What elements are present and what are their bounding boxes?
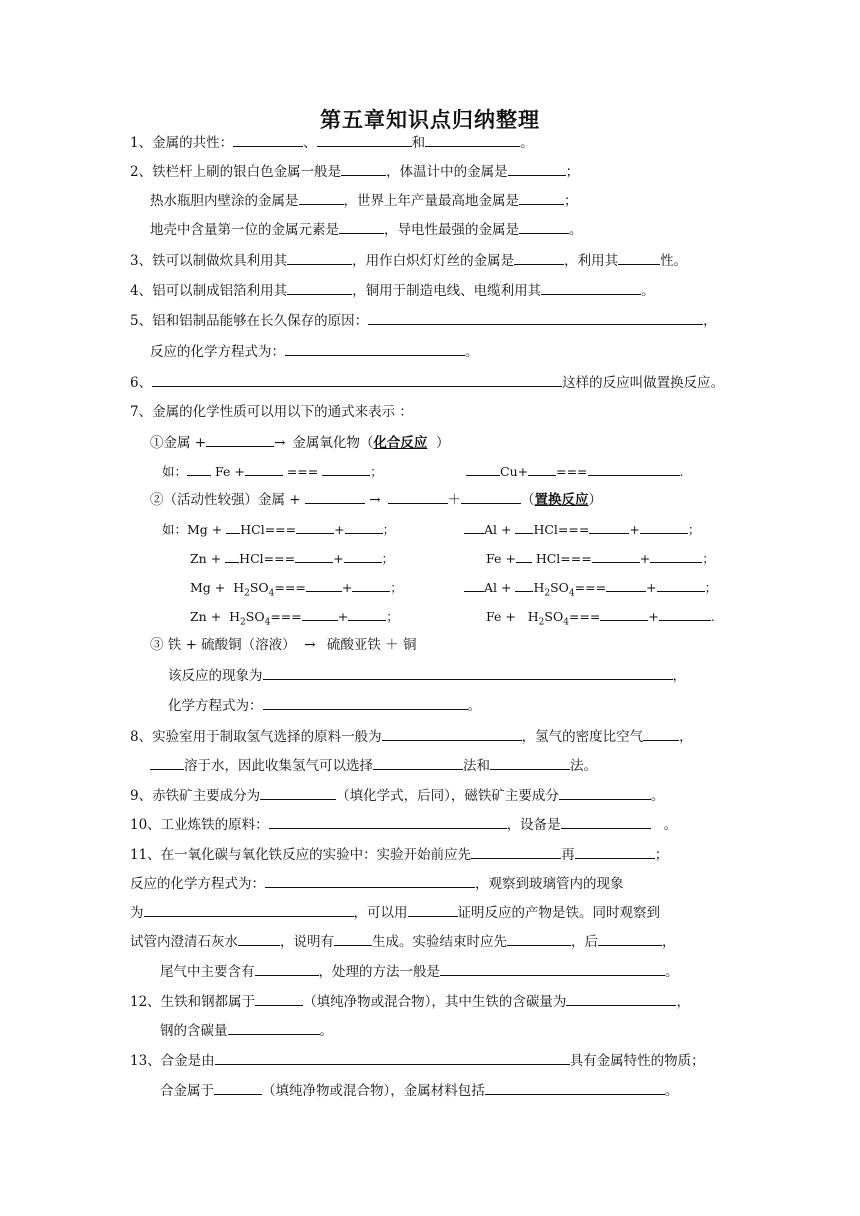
blank — [516, 549, 532, 563]
q7-text: Zn + — [190, 551, 222, 566]
blank — [461, 490, 521, 504]
q11-text: 证明反应的产物是铁。同时观察到 — [457, 905, 660, 921]
q7-text: HCl=== — [239, 551, 296, 566]
blank — [245, 462, 283, 476]
q7-text: ②（活动性较强）金属 + — [150, 492, 301, 508]
blank — [388, 490, 448, 504]
q7-text: Al + — [484, 580, 512, 595]
q3-text: 性。 — [660, 253, 688, 269]
q7-text: Al + — [484, 522, 512, 537]
q13-text: 13、合金是由 — [130, 1053, 215, 1069]
blank — [515, 578, 533, 592]
q7-text: SO — [544, 609, 564, 624]
q5-text: 反应的化学方程式为： — [150, 344, 285, 360]
q7-text: ； — [381, 551, 395, 566]
q7-text: + — [337, 609, 349, 624]
q7-text: ①金属 + — [150, 435, 207, 451]
blank — [150, 756, 184, 770]
question-2-line-2 — [150, 191, 578, 210]
q7-text: 硫酸亚铁 ＋ 铜 — [326, 637, 417, 653]
q13-text: 具有金属特性的物质； — [569, 1053, 705, 1069]
question-7-intro — [130, 403, 413, 421]
q7-text: + — [639, 551, 651, 566]
blank — [228, 1021, 320, 1035]
q7-text: HCl=== — [240, 522, 297, 537]
q7-text: 4 — [568, 588, 575, 599]
blank — [238, 932, 280, 946]
blank — [287, 281, 352, 295]
question-6 — [130, 373, 724, 392]
q7-text: H — [527, 609, 539, 624]
q7-text: ； — [382, 522, 396, 537]
q11-text: 再 — [561, 847, 575, 863]
q4-text: 4、铝可以制成铝箔利用其 — [130, 283, 288, 299]
question-10 — [130, 815, 677, 834]
question-11-line-4 — [130, 932, 676, 951]
q7-acid-row-1-left — [162, 520, 395, 539]
blank — [659, 607, 711, 621]
q7-text: + — [648, 609, 659, 624]
q7-text: 4 — [264, 617, 271, 628]
question-2-line-1 — [130, 162, 579, 181]
question-4 — [130, 281, 655, 300]
question-1 — [130, 133, 534, 152]
q12-text: 钢的含碳量 — [160, 1023, 228, 1039]
q7-text: ； — [687, 522, 701, 537]
q7-text: 2 — [244, 588, 250, 599]
blank — [575, 845, 655, 859]
q7-text: 7、金属的化学性质可以用以下的通式来表示 ： — [130, 404, 413, 420]
q8-text: 法和 — [463, 758, 490, 774]
blank — [657, 578, 705, 592]
blank — [519, 191, 564, 205]
q7-text: Zn + — [190, 609, 222, 624]
q2-text: 地壳中含量第一位的金属元素是 — [150, 222, 339, 238]
q7-acid-row-4-left — [190, 607, 399, 632]
q7-text: 4 — [563, 617, 569, 628]
blank — [592, 549, 640, 563]
blank — [559, 786, 651, 800]
q2-text: ，导电性最强的金属是 — [384, 222, 519, 238]
q2-text: ，体温计中的金属是 — [386, 164, 508, 180]
question-8-line-2 — [150, 756, 597, 775]
q7-text: 如： — [162, 464, 188, 479]
blank — [618, 251, 660, 265]
blank — [299, 191, 344, 205]
blank — [368, 311, 703, 325]
blank — [339, 220, 384, 234]
q11-text: 试管内澄清石灰水 — [130, 934, 238, 950]
q7-text: 金属氧化物（ — [292, 435, 374, 451]
q3-text: 3、铁可以制做炊具利用其 — [130, 253, 288, 269]
q6-text: 这样的反应叫做置换反应。 — [562, 375, 725, 391]
q7-text: Cu+ — [500, 464, 529, 479]
q7-text: ； — [704, 580, 718, 595]
q7-text: ； — [390, 580, 403, 595]
q12-text: ， — [676, 994, 690, 1010]
q8-text: 法。 — [570, 758, 597, 774]
q1-text: 和 — [411, 135, 426, 151]
blank — [226, 520, 240, 534]
q9-text: 9、赤铁矿主要成分为 — [130, 788, 261, 804]
blank — [425, 133, 520, 147]
q11-text: ； — [654, 847, 669, 863]
q7-text: === — [556, 464, 588, 479]
blank — [322, 462, 370, 476]
q7-text: HCl=== — [533, 522, 590, 537]
blank — [306, 578, 342, 592]
blank — [408, 903, 458, 917]
reaction-type-label: 置换反应 — [534, 492, 589, 508]
q7-text: ＋ — [447, 492, 461, 508]
q7-text: . — [679, 464, 684, 479]
blank — [508, 162, 566, 176]
blank — [588, 462, 680, 476]
q7-text: ③ 铁 + 硫酸铜（溶液） — [150, 637, 296, 653]
q7-text: 如：Mg + — [162, 522, 223, 537]
blank — [515, 520, 533, 534]
blank — [514, 251, 564, 265]
blank — [345, 520, 383, 534]
q13-text: 。 — [664, 1083, 679, 1099]
q7-text: H — [533, 580, 545, 595]
q7-text: 该反应的现象为 — [168, 668, 263, 684]
blank — [287, 251, 352, 265]
reaction-type-label: 化合反应 — [373, 435, 428, 451]
blank — [305, 490, 365, 504]
q11-text: ， — [662, 934, 676, 950]
blank — [233, 133, 303, 147]
q7-text: . — [710, 609, 715, 624]
q7-acid-row-1-right — [464, 520, 700, 539]
blank — [466, 462, 500, 476]
blank — [464, 520, 484, 534]
q7-text: 2 — [240, 617, 246, 628]
q2-text: 2、铁栏杆上刷的银白色金属一般是 — [130, 164, 342, 180]
q7-example-1 — [162, 462, 383, 481]
q1-text: 、 — [303, 135, 317, 151]
question-3 — [130, 251, 687, 270]
question-11-line-2 — [130, 874, 624, 893]
q7-text: H — [229, 609, 241, 624]
q7-text: ； — [386, 609, 399, 624]
q7-text: Fe + — [215, 464, 245, 479]
q10-text: ，设备是 — [506, 817, 561, 833]
blank — [640, 520, 688, 534]
q11-text: 生成。实验结束时应先 — [372, 934, 507, 950]
q11-text: ，处理的方法一般是 — [318, 964, 440, 980]
q7-reaction-2 — [150, 490, 602, 509]
q7-text: + — [629, 522, 640, 537]
q13-text: （填纯净物或混合物），金属材料包括 — [262, 1083, 485, 1099]
q7-example-1b — [466, 462, 684, 481]
blank — [373, 756, 463, 770]
question-9 — [130, 786, 664, 805]
q11-text: 11、在一氧化碳与氧化铁反应的实验中：实验开始前应先 — [130, 847, 472, 863]
q12-text: 。 — [319, 1023, 333, 1039]
q11-text: ，观察到玻璃管内的现象 — [475, 876, 624, 892]
q7-text: + — [334, 522, 345, 537]
blank — [215, 1051, 570, 1065]
q7-text: + — [341, 580, 353, 595]
blank — [650, 549, 702, 563]
q2-text: ； — [564, 193, 578, 209]
blank — [269, 815, 507, 829]
blank — [485, 1081, 665, 1095]
q5-text: 5、铝和铝制品能够在长久保存的原因： — [130, 313, 369, 329]
blank — [225, 549, 239, 563]
q12-text: （填纯净物或混合物），其中生铁的含碳量为 — [303, 994, 567, 1010]
blank — [255, 992, 303, 1006]
blank — [507, 932, 571, 946]
q7-text: SO — [249, 580, 269, 595]
q11-text: 。 — [665, 964, 679, 980]
blank — [152, 373, 562, 387]
blank — [187, 462, 211, 476]
blank — [317, 133, 412, 147]
q7-text: 。 — [467, 698, 481, 714]
blank — [598, 932, 662, 946]
q8-text: 8、实验室用于制取氢气选择的原料一般为 — [130, 729, 382, 745]
q2-text: 。 — [569, 222, 583, 238]
q7-text: 化学方程式为： — [168, 698, 263, 714]
q7-text: ； — [370, 464, 383, 479]
blank — [643, 727, 679, 741]
blank — [263, 696, 468, 710]
q7-text: + — [646, 580, 657, 595]
q8-text: ， — [679, 729, 693, 745]
q9-text: 。 — [650, 788, 665, 804]
q7-text: Fe + — [486, 551, 516, 566]
blank — [295, 549, 333, 563]
question-13-line-2 — [160, 1081, 678, 1100]
q7-text: Fe + — [486, 609, 516, 624]
q8-text: ，氢气的密度比空气 — [521, 729, 644, 745]
question-2-line-3 — [150, 220, 583, 239]
blank — [471, 845, 561, 859]
blank — [352, 578, 390, 592]
blank — [561, 815, 651, 829]
q7-acid-row-3-right — [464, 578, 717, 603]
q11-text: 反应的化学方程式为： — [130, 876, 265, 892]
q7-text: 2 — [538, 617, 545, 628]
q3-text: ，利用其 — [564, 253, 619, 269]
q7-text: HCl=== — [535, 551, 592, 566]
q2-text: 热水瓶胆内壁涂的金属是 — [150, 193, 299, 209]
blank — [600, 607, 648, 621]
blank — [464, 578, 484, 592]
blank — [541, 281, 641, 295]
q7-text: 4 — [268, 588, 275, 599]
blank — [606, 578, 646, 592]
q1-text: 1、金属的共性： — [130, 135, 234, 151]
blank — [144, 903, 354, 917]
q4-text: 。 — [641, 283, 655, 299]
q7-text: ； — [702, 551, 715, 566]
q7-text: H — [233, 580, 245, 595]
q11-text: ，后 — [571, 934, 598, 950]
q7-text: ） — [588, 492, 602, 508]
blank — [344, 549, 382, 563]
arrow-icon — [274, 434, 288, 452]
question-5-line-1 — [130, 311, 717, 330]
q10-text: 。 — [663, 817, 678, 833]
q2-text: ； — [565, 164, 580, 180]
q13-text: 合金属于 — [160, 1083, 214, 1099]
blank — [263, 666, 673, 680]
q11-text: 为 — [130, 905, 144, 921]
q7-reaction-3 — [150, 636, 416, 654]
q1-text: 。 — [520, 135, 534, 151]
blank — [302, 607, 338, 621]
q7-text: === — [270, 609, 302, 624]
question-11-line-5 — [160, 962, 679, 981]
blank — [528, 462, 556, 476]
q2-text: ，世界上年产量最高地金属是 — [343, 193, 519, 209]
blank — [348, 607, 386, 621]
q7-text: ） — [436, 435, 450, 451]
q5-text: ， — [703, 313, 717, 329]
q11-text: 尾气中主要含有 — [160, 964, 255, 980]
q10-text: 10、工业炼铁的原料： — [130, 817, 269, 833]
blank — [285, 342, 465, 356]
blank — [519, 220, 569, 234]
blank — [206, 433, 274, 447]
q7-text: Mg + — [190, 580, 226, 595]
blank — [265, 874, 475, 888]
q7-text: ， — [672, 668, 686, 684]
blank — [260, 786, 336, 800]
q7-text: （ — [521, 492, 535, 508]
arrow-icon — [304, 636, 318, 654]
blank — [214, 1081, 262, 1095]
page-title: 第五章知识点归纳整理 — [320, 107, 540, 132]
q7-reaction-1 — [150, 433, 450, 452]
q7-text: SO — [245, 609, 265, 624]
blank — [255, 962, 319, 976]
blank — [589, 520, 629, 534]
q7-acid-row-2-left — [190, 549, 394, 568]
q7-text: SO — [550, 580, 569, 595]
blank — [440, 962, 665, 976]
question-12-line-2 — [160, 1021, 333, 1040]
q7-text: 2 — [544, 588, 551, 599]
blank — [490, 756, 570, 770]
q5-text: 。 — [465, 344, 479, 360]
q7-text: === — [274, 580, 306, 595]
arrow-icon — [369, 491, 383, 509]
blank — [334, 932, 372, 946]
q7-acid-row-3-left — [190, 578, 403, 603]
question-8-line-1 — [130, 727, 693, 746]
question-11-line-1 — [130, 845, 668, 864]
q7-text: === — [574, 580, 607, 595]
q7-text: === — [568, 609, 601, 624]
q8-text: 溶于水，因此收集氢气可以选择 — [184, 758, 373, 774]
q11-text: ，可以用 — [353, 905, 408, 921]
question-5-line-2 — [150, 342, 479, 361]
question-12-line-1 — [130, 992, 690, 1011]
blank — [382, 727, 522, 741]
q7-text: === — [286, 464, 319, 479]
q9-text: （填化学式，后同），磁铁矿主要成分 — [336, 788, 559, 804]
q7-phenomenon — [168, 666, 686, 685]
blank — [341, 162, 386, 176]
q12-text: 12、生铁和钢都属于 — [130, 994, 256, 1010]
q7-acid-row-4-right — [486, 607, 715, 632]
question-11-line-3 — [130, 903, 660, 922]
blank — [296, 520, 334, 534]
q11-text: ，说明有 — [280, 934, 334, 950]
q6-text: 6、 — [130, 375, 153, 391]
question-13-line-1 — [130, 1051, 705, 1070]
q7-text: + — [333, 551, 344, 566]
q7-equation — [168, 696, 481, 715]
q7-acid-row-2-right — [486, 549, 715, 568]
q3-text: ，用作白炽灯灯丝的金属是 — [352, 253, 515, 269]
q4-text: ，铜用于制造电线、电缆利用其 — [352, 283, 542, 299]
blank — [566, 992, 676, 1006]
